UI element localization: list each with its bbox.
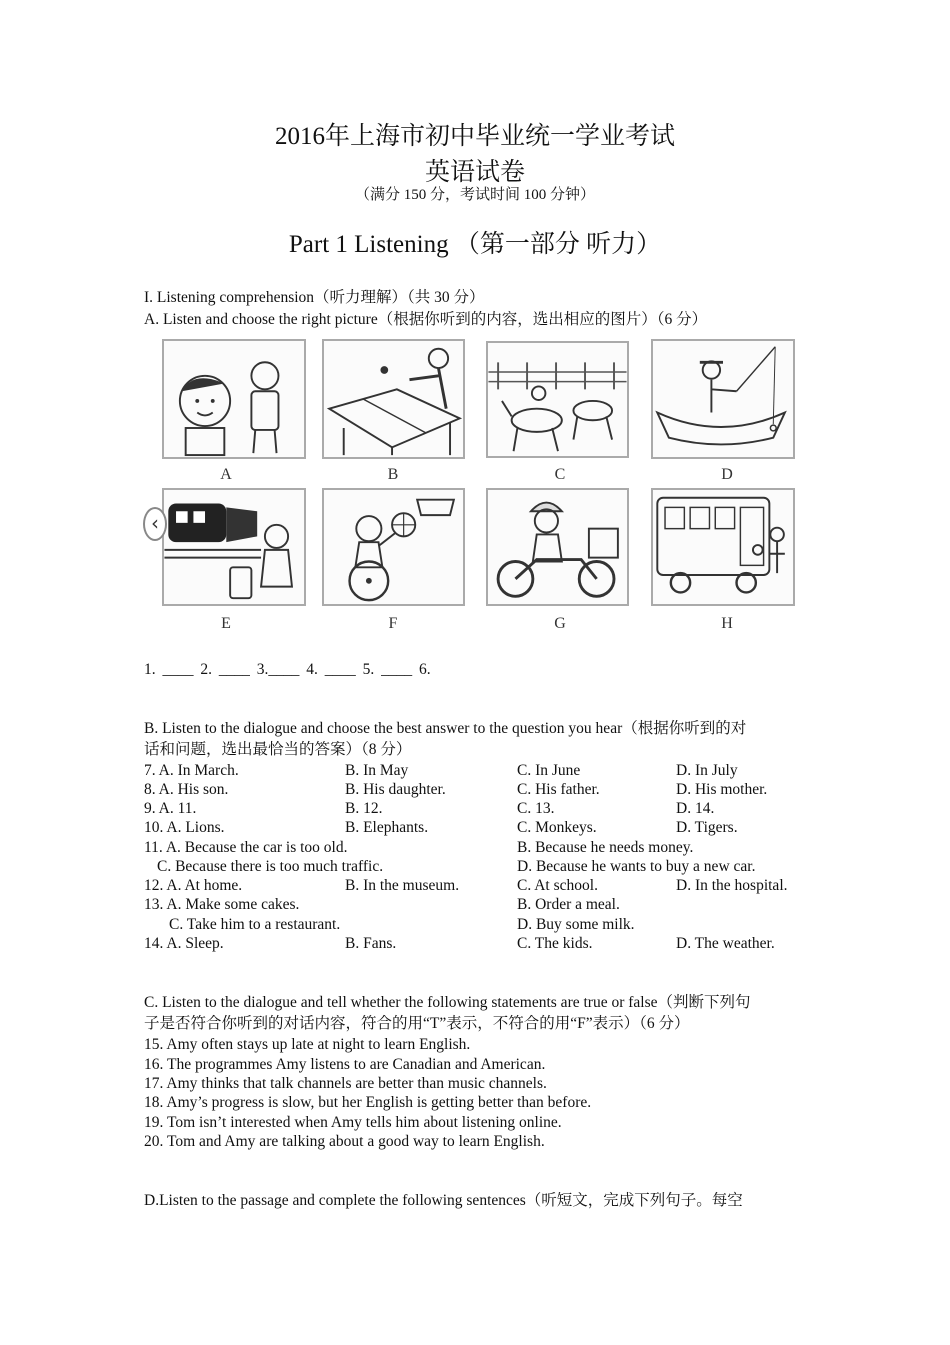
picture-label: C: [554, 466, 566, 483]
section-d-heading: D.Listen to the passage and complete the following sentences（听短文，完成下列句子。每空: [144, 1192, 743, 1209]
option-8c: C. His father.: [517, 781, 600, 798]
answer-blanks: 1. ____ 2. ____ 3.____ 4. ____ 5. ____ 6.: [144, 661, 431, 678]
exam-subtitle: 英语试卷: [424, 159, 525, 186]
part-title: Part 1 Listening （第一部分 听力）: [288, 231, 662, 258]
option-8a: 8. A. His son.: [144, 781, 229, 798]
option-14a: 14. A. Sleep.: [144, 935, 224, 952]
option-7d: D. In July: [676, 762, 738, 779]
option-14b: B. Fans.: [345, 935, 397, 952]
statement-20: 20. Tom and Amy are talking about a good way to learn English.: [144, 1133, 545, 1150]
option-13c: C. Take him to a restaurant.: [169, 916, 341, 933]
picture-label: D: [721, 466, 733, 483]
picture-label: B: [387, 466, 399, 483]
option-12d: D. In the hospital.: [676, 877, 788, 894]
option-13b: B. Order a meal.: [517, 896, 620, 913]
option-13d: D. Buy some milk.: [517, 916, 635, 933]
bus-boarding-picture-icon: [653, 490, 793, 604]
wheelchair-basketball-picture-icon: [324, 490, 463, 604]
statement-15: 15. Amy often stays up late at night to learn English.: [144, 1036, 471, 1053]
option-10c: C. Monkeys.: [517, 819, 597, 836]
fishing-boat-picture-icon: [653, 341, 793, 457]
section-a-heading: A. Listen and choose the right picture（根据你听到的内容，选出相应的图片）（6 分）: [144, 311, 708, 328]
motorcycle-picture-icon: [488, 490, 627, 604]
picture-label: H: [721, 615, 733, 632]
picture-a: [162, 339, 306, 459]
option-14c: C. The kids.: [517, 935, 593, 952]
statement-17: 17. Amy thinks that talk channels are better than music channels.: [144, 1075, 547, 1092]
table-tennis-picture-icon: [324, 341, 463, 457]
option-14d: D. The weather.: [676, 935, 775, 952]
picture-e: [162, 488, 306, 606]
boy-astronaut-picture-icon: [164, 341, 304, 457]
picture-c: [486, 341, 629, 458]
picture-g: [486, 488, 629, 606]
option-12c: C. At school.: [517, 877, 598, 894]
picture-h: [651, 488, 795, 606]
section-c-heading: C. Listen to the dialogue and tell whether the following statements are true or false（判断下列句: [144, 994, 751, 1011]
exam-note: （满分 150 分，考试时间 100 分钟）: [354, 187, 595, 203]
option-12a: 12. A. At home.: [144, 877, 243, 894]
option-9c: C. 13.: [517, 800, 555, 817]
picture-label: A: [220, 466, 232, 483]
option-10d: D. Tigers.: [676, 819, 738, 836]
option-7a: 7. A. In March.: [144, 762, 239, 779]
picture-label: G: [554, 615, 566, 632]
section-b-heading-cont: 话和问题，选出最恰当的答案）（8 分）: [144, 741, 412, 758]
statement-18: 18. Amy’s progress is slow, but her English is getting better than before.: [144, 1094, 592, 1111]
statement-19: 19. Tom isn’t interested when Amy tells him about listening online.: [144, 1114, 562, 1131]
option-12b: B. In the museum.: [345, 877, 460, 894]
option-10a: 10. A. Lions.: [144, 819, 225, 836]
section-i-heading: I. Listening comprehension（听力理解）（共 30 分）: [144, 289, 485, 306]
option-8b: B. His daughter.: [345, 781, 446, 798]
option-13a: 13. A. Make some cakes.: [144, 896, 300, 913]
exam-title: 2016年上海市初中毕业统一学业考试: [274, 123, 675, 150]
option-10b: B. Elephants.: [345, 819, 429, 836]
section-b-heading: B. Listen to the dialogue and choose the best answer to the question you hear（根据你听到的对: [144, 720, 747, 737]
statement-16: 16. The programmes Amy listens to are Canadian and American.: [144, 1056, 546, 1073]
section-c-heading-cont: 子是否符合你听到的对话内容，符合的用“T”表示，不符合的用“F”表示）（6 分）: [144, 1015, 690, 1032]
option-8d: D. His mother.: [676, 781, 768, 798]
option-9a: 9. A. 11.: [144, 800, 197, 817]
option-11a: 11. A. Because the car is too old.: [144, 839, 348, 856]
picture-b: [322, 339, 465, 459]
horse-riding-picture-icon: [488, 343, 627, 456]
chevron-left-icon[interactable]: ‹: [143, 507, 167, 541]
picture-f: [322, 488, 465, 606]
picture-d: [651, 339, 795, 459]
option-11d: D. Because he wants to buy a new car.: [517, 858, 756, 875]
train-station-picture-icon: [164, 490, 304, 604]
picture-label: E: [221, 615, 231, 632]
option-11c: C. Because there is too much traffic.: [157, 858, 384, 875]
option-11b: B. Because he needs money.: [517, 839, 694, 856]
option-9b: B. 12.: [345, 800, 383, 817]
option-7b: B. In May: [345, 762, 409, 779]
option-9d: D. 14.: [676, 800, 715, 817]
picture-label: F: [388, 615, 398, 632]
option-7c: C. In June: [517, 762, 581, 779]
